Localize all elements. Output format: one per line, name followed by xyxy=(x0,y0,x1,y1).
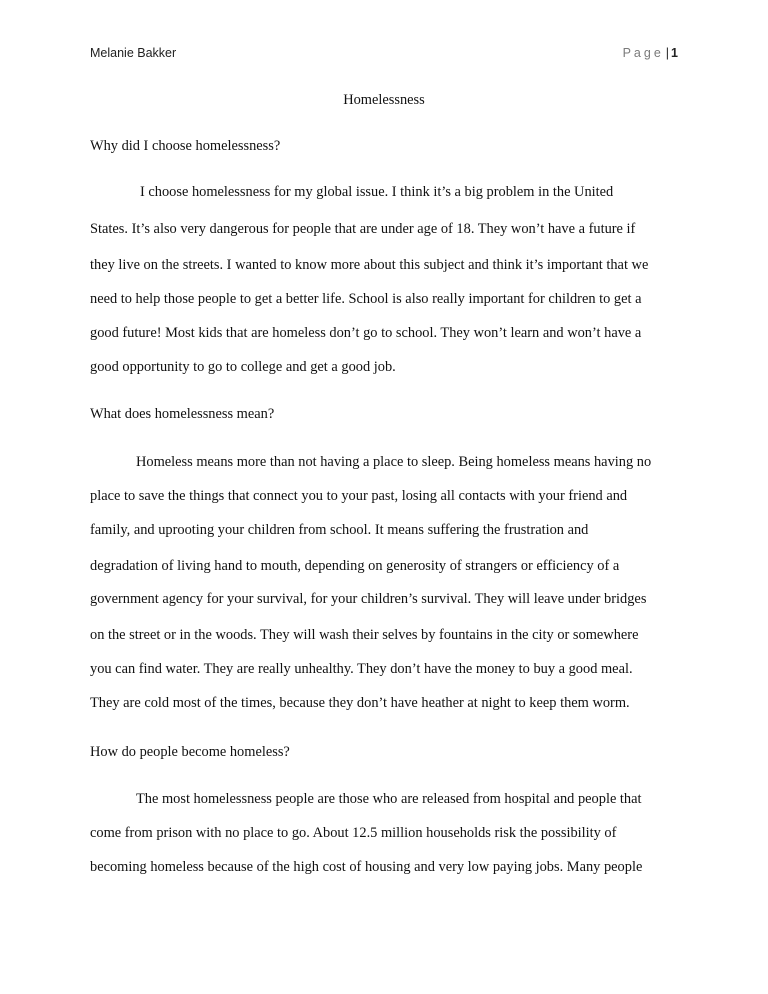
paragraph-line: good opportunity to go to college and get a good job. xyxy=(90,359,396,375)
paragraph-line: They are cold most of the times, because they don’t have heather at night to keep them worm. xyxy=(90,695,630,711)
page-number-block xyxy=(623,46,678,60)
paragraph-line: on the street or in the woods. They will wash their selves by fountains in the city or somewhere xyxy=(90,627,639,643)
document-title: Homelessness xyxy=(343,92,425,108)
paragraph-line: degradation of living hand to mouth, depending on generosity of strangers or efficiency of a xyxy=(90,558,620,574)
paragraph-line: I choose homelessness for my global issue. I think it’s a big problem in the United xyxy=(140,184,614,200)
section-heading: Why did I choose homelessness? xyxy=(90,138,281,154)
page-number: 1 xyxy=(671,46,678,60)
paragraph-line: becoming homeless because of the high cost of housing and very low paying jobs. Many people xyxy=(90,859,643,875)
page-separator: | xyxy=(665,46,670,60)
paragraph-line: good future! Most kids that are homeless don’t go to school. They won’t learn and won’t have a xyxy=(90,325,642,341)
paragraph-line: they live on the streets. I wanted to know more about this subject and think it’s important that we xyxy=(90,257,649,273)
paragraph-line: The most homelessness people are those who are released from hospital and people that xyxy=(136,791,642,807)
paragraph-line: come from prison with no place to go. About 12.5 million households risk the possibility of xyxy=(90,825,617,841)
paragraph-line: States. It’s also very dangerous for people that are under age of 18. They won’t have a future if xyxy=(90,221,636,237)
paragraph-line: you can find water. They are really unhealthy. They don’t have the money to buy a good meal. xyxy=(90,661,633,677)
section-heading: How do people become homeless? xyxy=(90,744,290,760)
author-name: Melanie Bakker xyxy=(90,46,177,60)
paragraph-line: need to help those people to get a better life. School is also really important for children to get a xyxy=(90,291,642,307)
paragraph-line: place to save the things that connect you to your past, losing all contacts with your friend and xyxy=(90,488,628,504)
paragraph-line: Homeless means more than not having a place to sleep. Being homeless means having no xyxy=(136,454,652,470)
section-heading: What does homelessness mean? xyxy=(90,406,275,422)
paragraph-line: family, and uprooting your children from school. It means suffering the frustration and xyxy=(90,522,589,538)
paragraph-line: government agency for your survival, for your children’s survival. They will leave under bridges xyxy=(90,591,647,607)
page-label: Page xyxy=(622,46,664,60)
